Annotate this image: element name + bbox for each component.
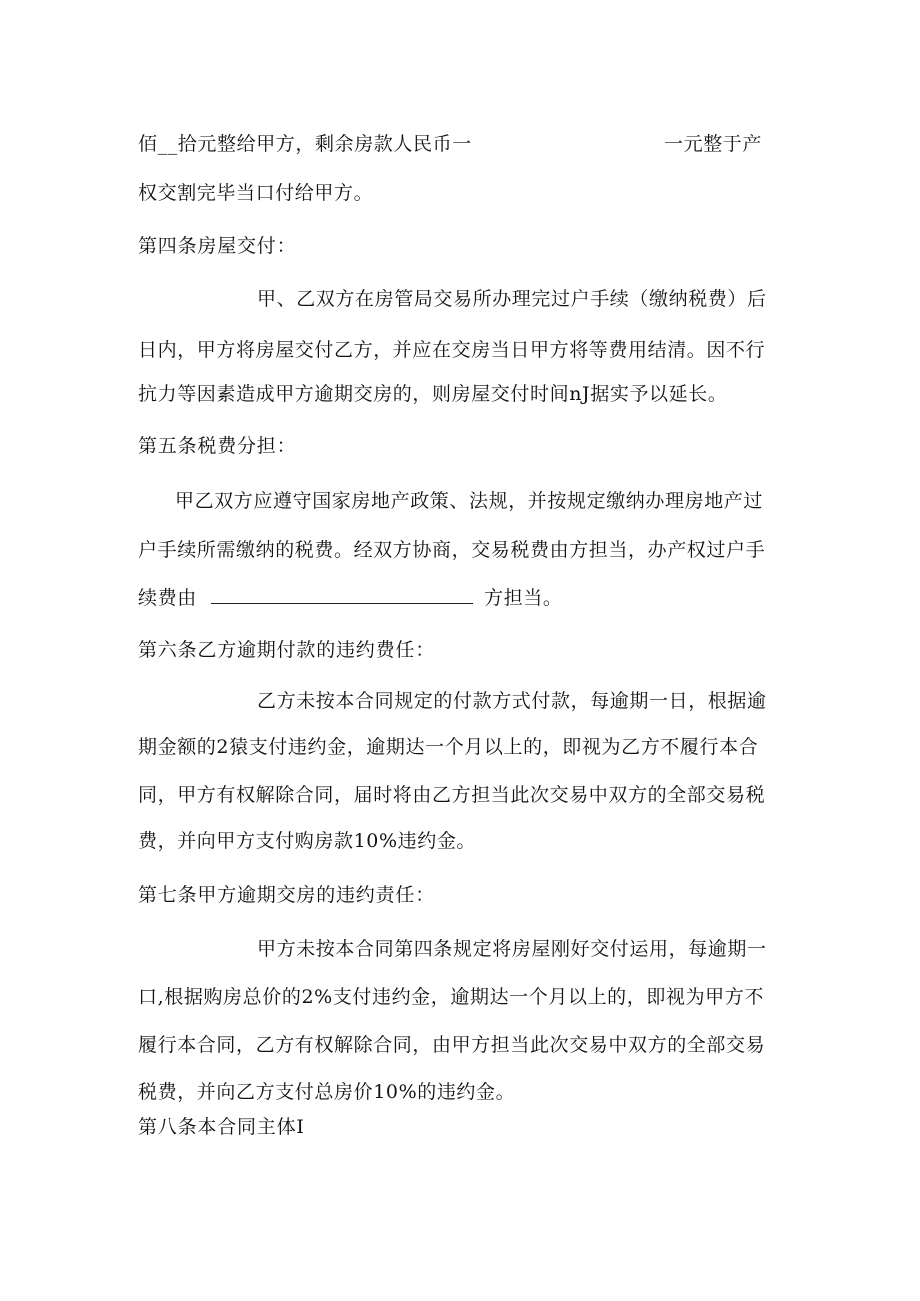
heading-article-5: 第五条税费分担： <box>138 435 297 457</box>
paragraph-article-6-line-1: 乙方未按本合同规定的付款方式付款，每逾期一日，根据逾 <box>257 690 767 712</box>
text-line-price-balance: 佰__拾元整给甲方，剩余房款人民币一 <box>138 133 472 155</box>
paragraph-article-6-line-2: 期金额的2猿支付违约金，逾期达一个月以上的，即视为乙方不履行本合 <box>138 736 759 758</box>
heading-article-4: 第四条房屋交付： <box>138 235 297 257</box>
paragraph-article-4-line-1: 甲、乙双方在房管局交易所办理完过户手续（缴纳税费）后 <box>257 288 767 310</box>
paragraph-article-5-line-1: 甲乙双方应遵守国家房地产政策、法规，并按规定缴纳办理房地产过 <box>175 490 764 512</box>
text-line-payment-timing: 权交割完毕当口付给甲方。 <box>138 182 374 204</box>
heading-article-6: 第六条乙方逾期付款的违约费任： <box>138 639 436 661</box>
heading-article-7: 第七条甲方逾期交房的违约责任： <box>138 884 436 906</box>
paragraph-article-4-line-2: 日内，甲方将房屋交付乙方，并应在交房当日甲方将等费用结清。因不行 <box>138 339 766 361</box>
paragraph-article-5-line-2: 户手续所需缴纳的税费。经双方协商，交易税费由方担当，办产权过户手 <box>138 539 766 561</box>
heading-article-8: 第八条本合同主体I <box>138 1116 305 1138</box>
text-line-price-balance-end: 一元整于产 <box>664 133 763 155</box>
fee-label: 续费由 <box>138 587 197 609</box>
paragraph-article-6-line-3: 同，甲方有权解除合同，届时将由乙方担当此次交易中双方的全部交易税 <box>138 784 766 806</box>
paragraph-article-7-line-3: 履行本合同，乙方有权解除合同，由甲方担当此次交易中双方的全部交易 <box>138 1034 766 1056</box>
blank-fill-line <box>211 585 473 604</box>
paragraph-article-7-line-2: 口,根据购房总价的2%支付违约金，逾期达一个月以上的，即视为甲方不 <box>138 986 764 1008</box>
paragraph-article-4-line-3: 抗力等因素造成甲方逾期交房的，则房屋交付时间nJ据实予以延长。 <box>138 383 728 405</box>
paragraph-article-7-line-1: 甲方未按本合同第四条规定将房屋刚好交付运用，每逾期一 <box>257 938 767 960</box>
paragraph-article-6-line-4: 费，并向甲方支付购房款10%违约金。 <box>138 830 477 852</box>
paragraph-article-7-line-4: 税费，并向乙方支付总房价10%的违约金。 <box>138 1081 516 1103</box>
fee-suffix: 方担当。 <box>484 587 563 609</box>
paragraph-article-5-line-3 <box>138 585 563 611</box>
